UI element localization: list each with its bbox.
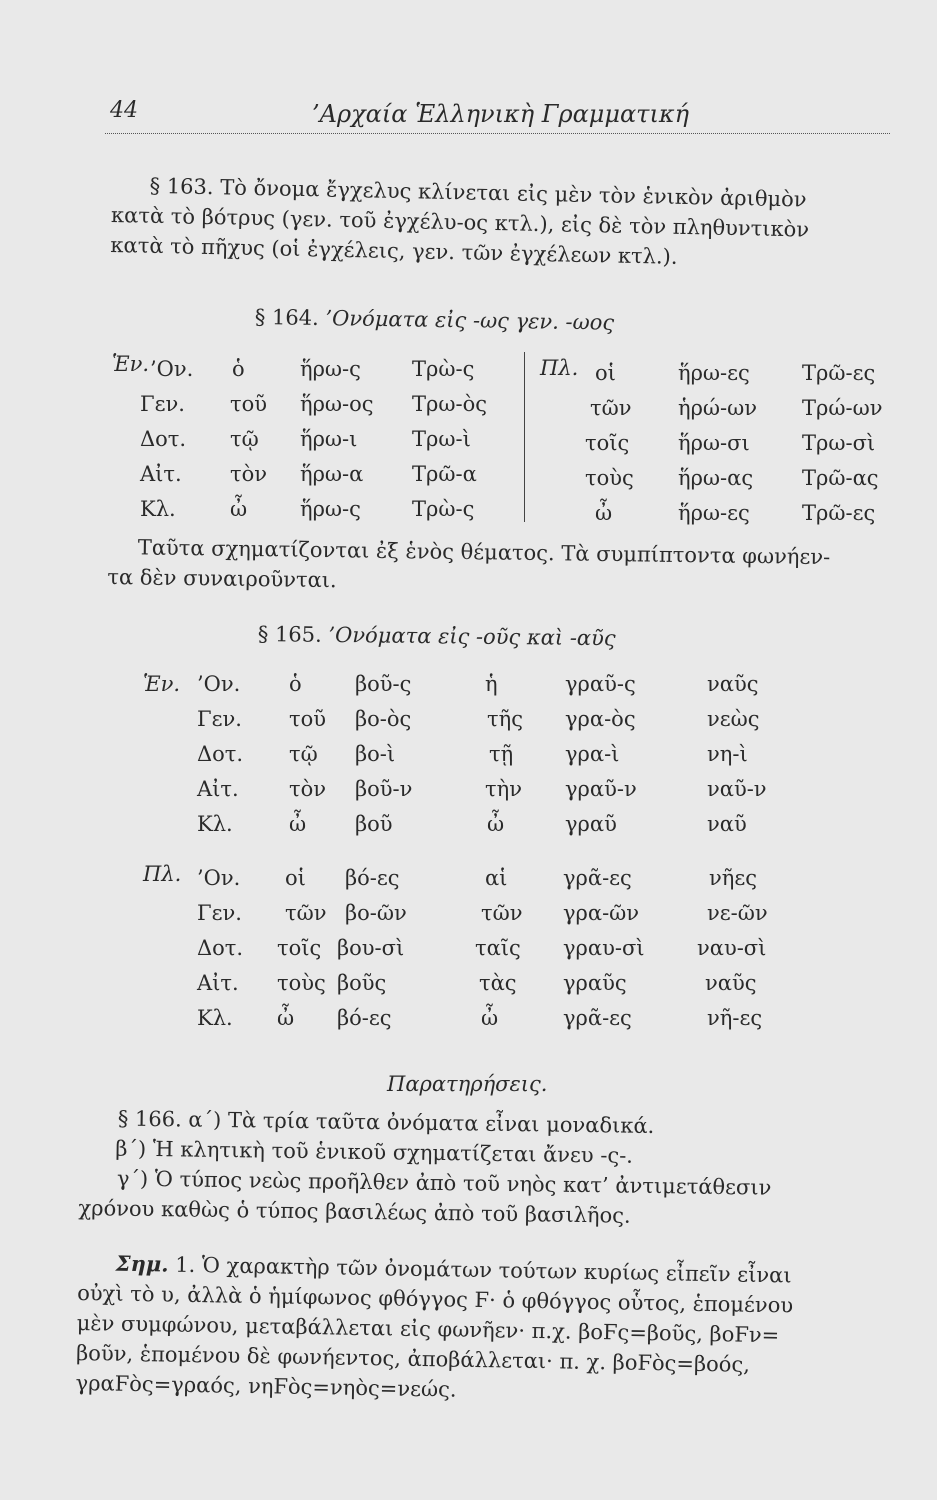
form: βοῦ — [355, 812, 393, 836]
article: τὸν — [289, 777, 327, 801]
paragraph-line: βοῦν, ἑπομένου δὲ φωνήεντος, ἀποβάλλεται· π. χ. βοϜὸς=βοός, — [75, 1340, 751, 1377]
section-164-heading — [255, 305, 615, 335]
article: τῆς — [487, 707, 523, 731]
note-block — [75, 1248, 794, 1410]
case-label: Αἰτ. — [197, 777, 239, 801]
article: τοῦ — [289, 707, 327, 731]
form: ἥρω-ας — [678, 466, 754, 490]
section-title: ’Ονόματα εἰς -ως γεν. -ωος — [325, 306, 615, 335]
form: νη-ὶ — [707, 742, 748, 766]
section-number: § 165. — [257, 622, 322, 647]
form: γρᾶ-ες — [563, 1006, 632, 1030]
form: ἥρω-ος — [300, 392, 374, 416]
article: αἱ — [485, 866, 508, 890]
form: ἥρω-ς — [300, 497, 361, 521]
form: γρᾶ-ες — [563, 866, 632, 890]
article: τῇ — [489, 742, 514, 766]
paragraph-line: γ΄) Ὁ τύπος νεὼς προῆλθεν ἀπὸ τοῦ νηὸς κατ’ ἀντιμετάθεσιν — [116, 1166, 772, 1200]
form: βου-σὶ — [337, 936, 405, 960]
plural-label: Πλ. — [143, 862, 182, 886]
paragraph-line: § 163. Τὸ ὄνομα ἔγχελυς κλίνεται εἰς μὲν τὸν ἑνικὸν ἀριθμὸν — [149, 173, 807, 212]
article: τοῖς — [277, 936, 322, 960]
form: βο-ὸς — [355, 707, 412, 731]
observations-title: Παρατηρήσεις. — [387, 1072, 548, 1096]
running-title: ’Αρχαία Ἑλληνικὴ Γραμματική — [312, 100, 689, 128]
form: Τρω-ὸς — [412, 392, 487, 416]
paragraph-line: μὲν συμφώνου, μεταβάλλεται εἰς φωνῆεν· π.χ. βοϜς=βοῦς, βοϜν= — [76, 1310, 780, 1348]
article: ἡ — [485, 672, 498, 696]
case-label: Κλ. — [140, 497, 176, 521]
form: νῆ-ες — [707, 1006, 763, 1030]
form: ἥρω-ες — [678, 501, 750, 525]
form: ἥρω-ς — [300, 357, 361, 381]
case-label: Γεν. — [197, 707, 242, 731]
form: Τρῶ-ας — [802, 466, 879, 490]
form: Τρώ-ων — [802, 396, 883, 420]
form: βό-ες — [337, 1006, 392, 1030]
article: ὦ — [595, 501, 613, 525]
form: ναῦ — [707, 812, 747, 836]
form: ἡρώ-ων — [678, 396, 758, 420]
form: βοῦ-ν — [355, 777, 413, 801]
form: Τρὼ-ς — [412, 497, 475, 521]
article: τῶν — [285, 901, 327, 925]
section-number: § 164. — [254, 305, 319, 331]
article: ὦ — [277, 1006, 295, 1030]
form: Τρὼ-ς — [412, 357, 475, 381]
paragraph-line: κατὰ τὸ πῆχυς (οἱ ἐγχέλεις, γεν. τῶν ἐγχέλεων κτλ.). — [110, 232, 678, 269]
article: τοῖς — [585, 431, 630, 455]
form: γραῦ-ν — [565, 777, 637, 801]
article: τοὺς — [585, 466, 634, 490]
form: ναῦς — [707, 672, 759, 696]
form: ἥρω-ι — [300, 427, 358, 451]
paragraph-line: τα δὲν συναιροῦνται. — [107, 564, 337, 593]
form: Τρω-ὶ — [412, 427, 471, 451]
paragraph-line: χρόνου καθὼς ὁ τύπος βασιλέως ἀπὸ τοῦ βασιλῆος. — [78, 1195, 631, 1228]
form: βο-ῶν — [345, 901, 407, 925]
observations-body — [78, 1103, 772, 1233]
form: γραῦς — [563, 971, 627, 995]
case-label: Κλ. — [197, 1006, 233, 1030]
singular-label: Ἑν. — [112, 352, 150, 376]
note-text: 1. Ὁ χαρακτὴρ τῶν ὀνομάτων τούτων κυρίως εἶπεῖν εἶναι — [175, 1252, 792, 1288]
paragraph-line: κατὰ τὸ βότρυς (γεν. τοῦ ἐγχέλυ-ος κτλ.), εἰς δὲ τὸν πληθυντικὸν — [110, 202, 810, 242]
case-label: ’Ον. — [197, 672, 241, 696]
case-label: Γεν. — [197, 901, 242, 925]
form: βο-ὶ — [355, 742, 396, 766]
form: Τρῶ-ες — [802, 501, 876, 525]
plural-label: Πλ. — [540, 356, 579, 380]
paragraph-line: Ταῦτα σχηματίζονται ἐξ ἑνὸς θέματος. Τὰ συμπίπτοντα φωνήεν- — [137, 535, 831, 570]
article: τὸν — [230, 462, 268, 486]
section-163 — [110, 170, 810, 275]
form: ἥρω-σι — [678, 431, 750, 455]
article: τῶν — [590, 396, 632, 420]
article: οἱ — [285, 866, 306, 890]
case-label: Γεν. — [140, 392, 185, 416]
case-label: Αἰτ. — [197, 971, 239, 995]
header-rule — [105, 133, 890, 134]
form: γραῦ — [565, 812, 617, 836]
case-label: ’Ον. — [150, 357, 194, 381]
paragraph-line: β΄) Ἡ κλητικὴ τοῦ ἑνικοῦ σχηματίζεται ἄνευ -ς-. — [115, 1136, 634, 1168]
article: τῶν — [481, 901, 523, 925]
article: τὴν — [485, 777, 522, 801]
form: γρα-ῶν — [563, 901, 640, 925]
form: γρα-ὶ — [565, 742, 620, 766]
article: τοὺς — [277, 971, 326, 995]
form: ναυ-σὶ — [697, 936, 767, 960]
section-164-note — [107, 532, 830, 602]
case-label: Δοτ. — [140, 427, 187, 451]
form: βοῦς — [337, 971, 387, 995]
paragraph-line: γραϜὸς=γραός, νηϜὸς=νηὸς=νεώς. — [75, 1370, 457, 1402]
form: Τρω-σὶ — [802, 431, 876, 455]
form: ἥρω-ες — [678, 361, 750, 385]
article: ὦ — [481, 1006, 499, 1030]
form: ναῦς — [705, 971, 757, 995]
form: ναῦ-ν — [707, 777, 767, 801]
article: ταῖς — [475, 936, 521, 960]
article: ὦ — [230, 497, 248, 521]
form: γραῦ-ς — [565, 672, 636, 696]
article: οἱ — [595, 361, 616, 385]
paragraph-line: οὐχὶ τὸ υ, ἀλλὰ ὁ ἡμίφωνος φθόγγος Ϝ· ὁ φθόγγος οὗτος, ἑπομένου — [77, 1280, 794, 1318]
article: τῷ — [230, 427, 259, 451]
form: ἥρω-α — [300, 462, 364, 486]
form: νῆες — [709, 866, 757, 890]
form: βοῦ-ς — [355, 672, 412, 696]
paragraph-line: § 166. α΄) Τὰ τρία ταῦτα ὀνόματα εἶναι μοναδικά. — [117, 1106, 655, 1139]
case-label: ’Ον. — [197, 866, 241, 890]
singular-label: Ἑν. — [143, 672, 181, 696]
form: γρα-ὸς — [565, 707, 636, 731]
form: βό-ες — [345, 866, 400, 890]
case-label: Δοτ. — [197, 936, 244, 960]
article: ὁ — [289, 672, 302, 696]
form: νεὼς — [707, 707, 760, 731]
form: Τρῶ-ες — [802, 361, 876, 385]
section-165-heading — [258, 622, 616, 650]
article: ὁ — [232, 357, 245, 381]
case-label: Αἰτ. — [140, 462, 182, 486]
form: νε-ῶν — [707, 901, 768, 925]
table-divider — [524, 352, 525, 522]
form: Τρῶ-α — [412, 462, 477, 486]
section-title: ’Ονόματα εἰς -οῦς καὶ -αῦς — [328, 622, 616, 651]
case-label: Κλ. — [197, 812, 233, 836]
article: τῷ — [289, 742, 318, 766]
article: ὦ — [487, 812, 505, 836]
case-label: Δοτ. — [197, 742, 244, 766]
page-number: 44 — [110, 98, 138, 123]
form: γραυ-σὶ — [563, 936, 645, 960]
note-label: Σημ. — [115, 1250, 169, 1277]
article: τοῦ — [230, 392, 268, 416]
article: ὦ — [289, 812, 307, 836]
article: τὰς — [479, 971, 517, 995]
